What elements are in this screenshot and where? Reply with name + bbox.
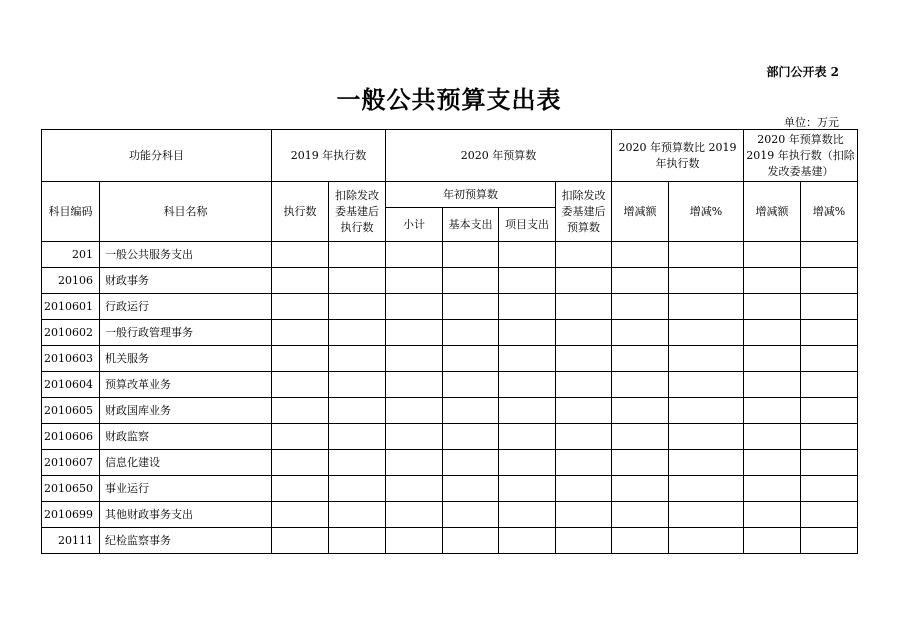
empty-value-cell xyxy=(556,450,612,476)
empty-value-cell xyxy=(556,268,612,294)
subject-name-cell: 财政国库业务 xyxy=(100,398,272,424)
empty-value-cell xyxy=(612,294,669,320)
empty-value-cell xyxy=(272,268,329,294)
subject-code-cell: 2010650 xyxy=(42,476,100,502)
empty-value-cell xyxy=(744,450,801,476)
table-row xyxy=(42,476,858,502)
empty-value-cell xyxy=(744,372,801,398)
empty-value-cell xyxy=(801,320,858,346)
header-increase-amount-1: 增减额 xyxy=(612,182,669,242)
empty-value-cell xyxy=(499,372,556,398)
table-row xyxy=(42,398,858,424)
empty-value-cell xyxy=(669,320,744,346)
empty-value-cell xyxy=(612,268,669,294)
subject-name-cell: 纪检监察事务 xyxy=(100,528,272,554)
empty-value-cell xyxy=(386,242,443,268)
subject-code-cell: 2010605 xyxy=(42,398,100,424)
header-increase-amount-2: 增减额 xyxy=(744,182,801,242)
empty-value-cell xyxy=(443,294,499,320)
empty-value-cell xyxy=(612,450,669,476)
empty-value-cell xyxy=(744,320,801,346)
empty-value-cell xyxy=(272,528,329,554)
empty-value-cell xyxy=(669,372,744,398)
empty-value-cell xyxy=(669,398,744,424)
empty-value-cell xyxy=(386,294,443,320)
empty-value-cell xyxy=(744,528,801,554)
subject-code-cell: 2010601 xyxy=(42,294,100,320)
empty-value-cell xyxy=(499,294,556,320)
subject-name-cell: 其他财政事务支出 xyxy=(100,502,272,528)
empty-value-cell xyxy=(801,476,858,502)
empty-value-cell xyxy=(329,502,386,528)
empty-value-cell xyxy=(556,372,612,398)
empty-value-cell xyxy=(801,294,858,320)
empty-value-cell xyxy=(443,268,499,294)
header-budget-2020: 2020 年预算数 xyxy=(386,130,612,182)
empty-value-cell xyxy=(386,450,443,476)
empty-value-cell xyxy=(272,294,329,320)
unit-label: 单位：万元 xyxy=(784,116,839,129)
table-row xyxy=(42,268,858,294)
header-func-subject: 功能分科目 xyxy=(42,130,272,182)
empty-value-cell xyxy=(443,424,499,450)
empty-value-cell xyxy=(612,528,669,554)
empty-value-cell xyxy=(612,502,669,528)
empty-value-cell xyxy=(801,424,858,450)
empty-value-cell xyxy=(669,502,744,528)
empty-value-cell xyxy=(556,346,612,372)
empty-value-cell xyxy=(499,320,556,346)
empty-value-cell xyxy=(556,398,612,424)
empty-value-cell xyxy=(329,476,386,502)
empty-value-cell xyxy=(669,528,744,554)
empty-value-cell xyxy=(669,294,744,320)
table-row xyxy=(42,294,858,320)
empty-value-cell xyxy=(499,346,556,372)
page-title: 一般公共预算支出表 xyxy=(336,86,562,114)
empty-value-cell xyxy=(329,294,386,320)
empty-value-cell xyxy=(499,502,556,528)
empty-value-cell xyxy=(443,476,499,502)
empty-value-cell xyxy=(386,398,443,424)
empty-value-cell xyxy=(744,424,801,450)
subject-code-cell: 2010602 xyxy=(42,320,100,346)
empty-value-cell xyxy=(272,346,329,372)
empty-value-cell xyxy=(272,398,329,424)
empty-value-cell xyxy=(272,476,329,502)
table-row xyxy=(42,450,858,476)
empty-value-cell xyxy=(443,398,499,424)
empty-value-cell xyxy=(801,346,858,372)
empty-value-cell xyxy=(744,476,801,502)
subject-code-cell: 20111 xyxy=(42,528,100,554)
empty-value-cell xyxy=(386,528,443,554)
empty-value-cell xyxy=(801,372,858,398)
empty-value-cell xyxy=(556,502,612,528)
empty-value-cell xyxy=(556,424,612,450)
empty-value-cell xyxy=(272,372,329,398)
subject-code-cell: 201 xyxy=(42,242,100,268)
empty-value-cell xyxy=(386,346,443,372)
empty-value-cell xyxy=(329,268,386,294)
empty-value-cell xyxy=(556,294,612,320)
table-row xyxy=(42,242,858,268)
empty-value-cell xyxy=(386,268,443,294)
table-row xyxy=(42,346,858,372)
budget-table xyxy=(41,129,858,554)
subject-code-cell: 2010606 xyxy=(42,424,100,450)
empty-value-cell xyxy=(443,528,499,554)
header-budget-excl: 扣除发改委基建后预算数 xyxy=(556,182,612,242)
empty-value-cell xyxy=(612,398,669,424)
empty-value-cell xyxy=(443,346,499,372)
empty-value-cell xyxy=(329,424,386,450)
empty-value-cell xyxy=(744,294,801,320)
empty-value-cell xyxy=(329,242,386,268)
subject-name-cell: 预算改革业务 xyxy=(100,372,272,398)
empty-value-cell xyxy=(669,424,744,450)
table-number-label: 部门公开表 2 xyxy=(766,65,839,79)
header-subject-code: 科目编码 xyxy=(42,182,100,242)
header-exec-amount: 执行数 xyxy=(272,182,329,242)
empty-value-cell xyxy=(272,320,329,346)
empty-value-cell xyxy=(499,398,556,424)
subject-code-cell: 2010604 xyxy=(42,372,100,398)
empty-value-cell xyxy=(612,476,669,502)
empty-value-cell xyxy=(499,450,556,476)
subject-code-cell: 20106 xyxy=(42,268,100,294)
empty-value-cell xyxy=(744,346,801,372)
table-row xyxy=(42,320,858,346)
table-row xyxy=(42,372,858,398)
subject-code-cell: 2010699 xyxy=(42,502,100,528)
empty-value-cell xyxy=(272,424,329,450)
table-row xyxy=(42,502,858,528)
empty-value-cell xyxy=(669,476,744,502)
empty-value-cell xyxy=(612,242,669,268)
empty-value-cell xyxy=(499,268,556,294)
empty-value-cell xyxy=(744,398,801,424)
empty-value-cell xyxy=(801,398,858,424)
empty-value-cell xyxy=(329,346,386,372)
empty-value-cell xyxy=(386,372,443,398)
empty-value-cell xyxy=(744,268,801,294)
empty-value-cell xyxy=(801,502,858,528)
empty-value-cell xyxy=(556,320,612,346)
empty-value-cell xyxy=(612,346,669,372)
empty-value-cell xyxy=(499,528,556,554)
header-compare-2019-excl: 2020 年预算数比 2019 年执行数（扣除发改委基建） xyxy=(744,130,858,182)
subject-code-cell: 2010607 xyxy=(42,450,100,476)
empty-value-cell xyxy=(443,450,499,476)
empty-value-cell xyxy=(272,502,329,528)
empty-value-cell xyxy=(499,476,556,502)
header-increase-pct-1: 增减% xyxy=(669,182,744,242)
header-subtotal: 小计 xyxy=(386,208,443,242)
table-body xyxy=(42,242,858,554)
table-row xyxy=(42,424,858,450)
empty-value-cell xyxy=(443,242,499,268)
empty-value-cell xyxy=(329,320,386,346)
table-row xyxy=(42,528,858,554)
empty-value-cell xyxy=(612,320,669,346)
empty-value-cell xyxy=(669,346,744,372)
empty-value-cell xyxy=(443,320,499,346)
subject-name-cell: 一般公共服务支出 xyxy=(100,242,272,268)
empty-value-cell xyxy=(386,476,443,502)
empty-value-cell xyxy=(329,372,386,398)
empty-value-cell xyxy=(272,450,329,476)
empty-value-cell xyxy=(386,502,443,528)
header-basic-expense: 基本支出 xyxy=(443,208,499,242)
empty-value-cell xyxy=(801,450,858,476)
subject-code-cell: 2010603 xyxy=(42,346,100,372)
empty-value-cell xyxy=(386,320,443,346)
empty-value-cell xyxy=(499,424,556,450)
empty-value-cell xyxy=(801,268,858,294)
empty-value-cell xyxy=(386,424,443,450)
header-exec-excl: 扣除发改委基建后执行数 xyxy=(329,182,386,242)
subject-name-cell: 一般行政管理事务 xyxy=(100,320,272,346)
empty-value-cell xyxy=(669,268,744,294)
header-increase-pct-2: 增减% xyxy=(801,182,858,242)
subject-name-cell: 事业运行 xyxy=(100,476,272,502)
empty-value-cell xyxy=(556,242,612,268)
empty-value-cell xyxy=(744,502,801,528)
header-exec-2019: 2019 年执行数 xyxy=(272,130,386,182)
subject-name-cell: 财政监察 xyxy=(100,424,272,450)
empty-value-cell xyxy=(801,528,858,554)
empty-value-cell xyxy=(556,476,612,502)
empty-value-cell xyxy=(744,242,801,268)
empty-value-cell xyxy=(329,450,386,476)
empty-value-cell xyxy=(272,242,329,268)
empty-value-cell xyxy=(443,372,499,398)
empty-value-cell xyxy=(669,242,744,268)
empty-value-cell xyxy=(329,398,386,424)
header-subject-name: 科目名称 xyxy=(100,182,272,242)
subject-name-cell: 信息化建设 xyxy=(100,450,272,476)
empty-value-cell xyxy=(499,242,556,268)
empty-value-cell xyxy=(612,372,669,398)
empty-value-cell xyxy=(669,450,744,476)
empty-value-cell xyxy=(329,528,386,554)
table-header xyxy=(42,130,858,242)
header-project-expense: 项目支出 xyxy=(499,208,556,242)
header-initial-budget: 年初预算数 xyxy=(386,182,556,208)
subject-name-cell: 机关服务 xyxy=(100,346,272,372)
subject-name-cell: 财政事务 xyxy=(100,268,272,294)
empty-value-cell xyxy=(612,424,669,450)
empty-value-cell xyxy=(801,242,858,268)
header-compare-2019: 2020 年预算数比 2019 年执行数 xyxy=(612,130,744,182)
subject-name-cell: 行政运行 xyxy=(100,294,272,320)
empty-value-cell xyxy=(556,528,612,554)
empty-value-cell xyxy=(443,502,499,528)
